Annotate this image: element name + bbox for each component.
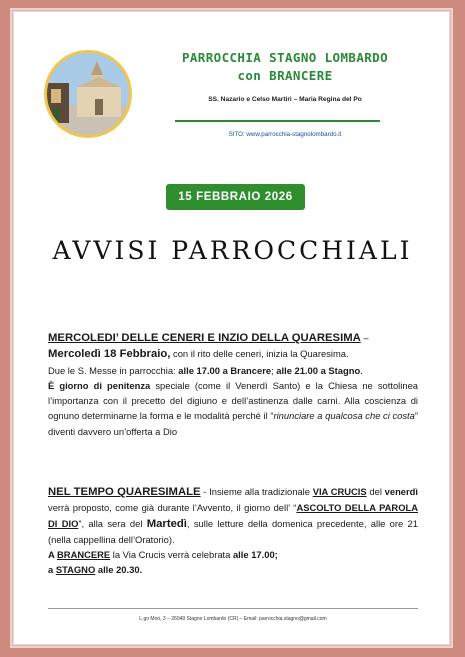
mass-end: . [360,364,363,376]
line2-a: a [48,564,56,576]
date-badge: 15 FEBBRAIO 2026 [166,184,305,210]
parish-title: PARROCCHIA STAGNO LOMBARDO [181,50,389,65]
brancere-name: BRANCERE [57,549,111,561]
line2-time: alle 20.30. [95,564,143,576]
word-listening: ASCOLTO DELLA PAROLA DI DIO [48,502,418,529]
patron-saints: SS. Nazario e Celso Martiri – Maria Regina del Po [208,96,362,103]
section2-p2: verrà proposto, come già durante l’Avvento, il giorno dell’ “ [48,502,297,514]
church-photo [47,53,129,135]
stagno-name: STAGNO [55,564,96,576]
line1-time: alle 17.00; [232,549,278,561]
section2-p4: , sulle letture della domenica precedente, alle ore 21 (nella cappellina dell’Oratorio). [48,517,418,545]
penance-day: È giorno di penitenza [48,379,151,391]
header-divider [175,120,380,122]
section2-p1: del [366,486,385,497]
parish-church-logo [44,50,132,138]
penance-text: speciale (come il Venerdì Santo) e la Chiesa ne sottolinea l’importanza con il precetto del digiuno e dell’astinenza dalle carni. Alla coscienza di ognuno determinarne la forma e le modalità perché il “ [48,379,418,422]
section-lent-time [48,484,418,578]
website-link[interactable]: SITO: www.parrocchia-stagnolombardo.it [228,131,342,138]
friday: venerdì [384,486,418,497]
section2-intro: - Insieme alla tradizionale [200,486,313,497]
mass-separator: ; [271,364,277,376]
section1-title-dash: – [360,332,369,343]
footer-divider [48,608,418,609]
penance-quote: rinunciare a qualcosa che ci costa [273,410,415,422]
section2-title: NEL TEMPO QUARESIMALE [48,486,201,498]
section1-date-rest: con il rito delle ceneri, inizia la Quaresima. [170,348,349,360]
section-ash-wednesday [48,330,418,439]
tuesday: Martedì [146,517,187,530]
section1-date: Mercoledì 18 Febbraio, [48,348,171,361]
line1-a: A [48,549,58,561]
via-crucis: VIA CRUCIS [312,486,367,497]
penance-end: ” diventi davvero un’offerta a Dio [48,410,419,437]
line1-b: la Via Crucis verrà celebrata [110,549,233,561]
mass-stagno: alle 21.00 a Stagno [276,364,361,376]
footer-address: L.go Mori, 3 – 26049 Stagno Lombardo (CR) – Email: parrocchia.stagno@gmail.com [139,616,327,622]
mass-brancere: alle 17.00 a Brancere [178,364,272,376]
parish-subtitle-brancere: con BRANCERE [237,68,333,83]
mass-intro: Due le S. Messe in parrocchia: [48,364,179,376]
section1-title: MERCOLEDI’ DELLE CENERI E INZIO DELLA QUARESIMA [48,332,361,344]
page-heading: AVVISI PARROCCHIALI [52,236,413,265]
section2-p3: ”, alla sera del [78,517,147,529]
